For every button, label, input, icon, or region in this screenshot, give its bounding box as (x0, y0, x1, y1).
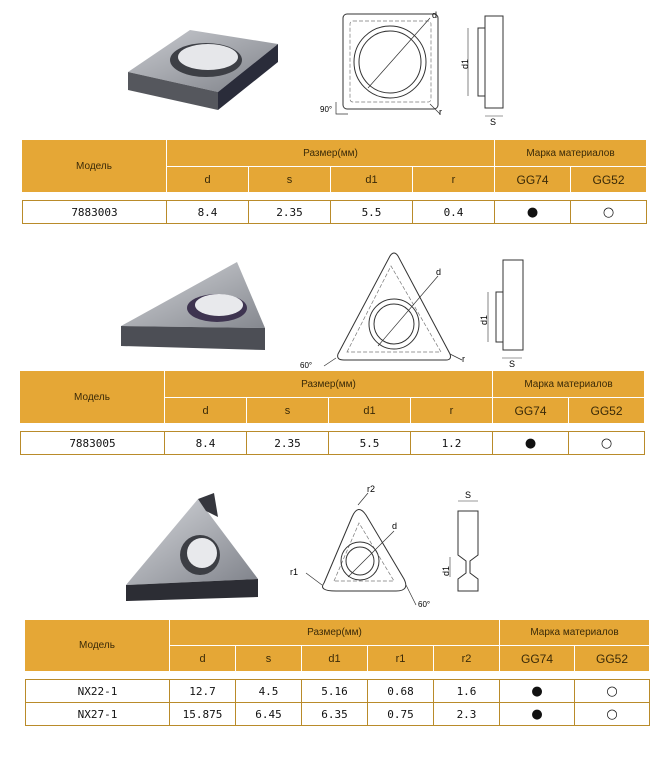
header-dim: d (165, 398, 247, 424)
header-grade: GG74 (495, 167, 571, 193)
header-dim: d (170, 646, 236, 672)
header-model: Модель (20, 371, 165, 424)
triangle-shim-drawing (290, 246, 530, 371)
label-d1: d1 (479, 314, 489, 325)
label-d: d (392, 521, 398, 531)
cell-value: 5.5 (329, 431, 411, 455)
cell-value: 12.7 (170, 679, 236, 703)
cell-value: 1.6 (434, 679, 500, 703)
cell-value: 4.5 (236, 679, 302, 703)
cell-model: 7883003 (22, 200, 167, 224)
label-angle: 60° (418, 600, 431, 609)
section-shim-triangle-nx (0, 475, 670, 759)
table-row (25, 703, 650, 726)
header-dim: d (167, 167, 249, 193)
cell-gg52: ○ (569, 431, 645, 455)
label-d: d (436, 267, 442, 277)
table-row (25, 679, 650, 703)
cell-model: NX27-1 (25, 703, 170, 726)
header-dim: r (413, 167, 495, 193)
header-grade: GG74 (493, 398, 569, 424)
header-grade: GG52 (569, 398, 645, 424)
header-dim: d1 (329, 398, 411, 424)
label-d1: d1 (441, 565, 451, 576)
cell-value: 8.4 (167, 200, 249, 224)
label-angle: 90° (320, 105, 333, 114)
header-model: Модель (22, 140, 167, 193)
header-dim: r (411, 398, 493, 424)
square-shim-photo (118, 22, 283, 117)
label-s: S (465, 490, 472, 500)
header-size: Размер(мм) (165, 371, 493, 398)
table-row (20, 431, 645, 455)
cell-value: 15.875 (170, 703, 236, 726)
cell-gg52: ○ (575, 703, 650, 726)
cell-value: 2.35 (247, 431, 329, 455)
cell-value: 0.75 (368, 703, 434, 726)
header-material: Марка материалов (493, 371, 645, 398)
header-model: Модель (25, 620, 170, 672)
section-shim-square (0, 0, 670, 230)
header-grade: GG74 (500, 646, 575, 672)
label-d1: d1 (460, 58, 470, 69)
cell-value: 6.35 (302, 703, 368, 726)
header-material: Марка материалов (495, 140, 647, 167)
header-size: Размер(мм) (170, 620, 500, 646)
label-s: S (490, 117, 497, 126)
header-size: Размер(мм) (167, 140, 495, 167)
spec-table-7883003 (22, 140, 647, 224)
cell-gg52: ○ (571, 200, 647, 224)
cell-value: 2.3 (434, 703, 500, 726)
cell-value: 1.2 (411, 431, 493, 455)
triangle-nx-photo (118, 493, 268, 605)
triangle-shim-photo (115, 258, 285, 358)
header-dim: r2 (434, 646, 500, 672)
label-angle: 60° (300, 361, 313, 370)
label-r2: r2 (367, 484, 376, 494)
label-r: r (439, 107, 442, 117)
header-dim: d1 (331, 167, 413, 193)
cell-model: NX22-1 (25, 679, 170, 703)
label-s: S (509, 359, 516, 369)
cell-value: 0.4 (413, 200, 495, 224)
label-r: r (462, 354, 465, 364)
cell-gg74: ● (500, 679, 575, 703)
header-dim: r1 (368, 646, 434, 672)
section-shim-triangle (0, 240, 670, 465)
cell-value: 6.45 (236, 703, 302, 726)
header-dim: s (249, 167, 331, 193)
cell-value: 5.16 (302, 679, 368, 703)
cell-value: 5.5 (331, 200, 413, 224)
table-row (22, 200, 647, 224)
cell-value: 8.4 (165, 431, 247, 455)
cell-value: 0.68 (368, 679, 434, 703)
label-d: d (432, 10, 438, 20)
header-dim: d1 (302, 646, 368, 672)
spec-table-7883005 (20, 371, 645, 455)
triangle-nx-drawing (282, 481, 518, 611)
header-material: Марка материалов (500, 620, 650, 646)
header-dim: s (236, 646, 302, 672)
square-shim-drawing (318, 6, 528, 126)
spec-table-nx (25, 620, 650, 726)
cell-model: 7883005 (20, 431, 165, 455)
cell-gg74: ● (493, 431, 569, 455)
header-grade: GG52 (571, 167, 647, 193)
cell-gg74: ● (500, 703, 575, 726)
header-dim: s (247, 398, 329, 424)
header-grade: GG52 (575, 646, 650, 672)
cell-gg74: ● (495, 200, 571, 224)
cell-gg52: ○ (575, 679, 650, 703)
cell-value: 2.35 (249, 200, 331, 224)
label-r1: r1 (290, 567, 299, 577)
